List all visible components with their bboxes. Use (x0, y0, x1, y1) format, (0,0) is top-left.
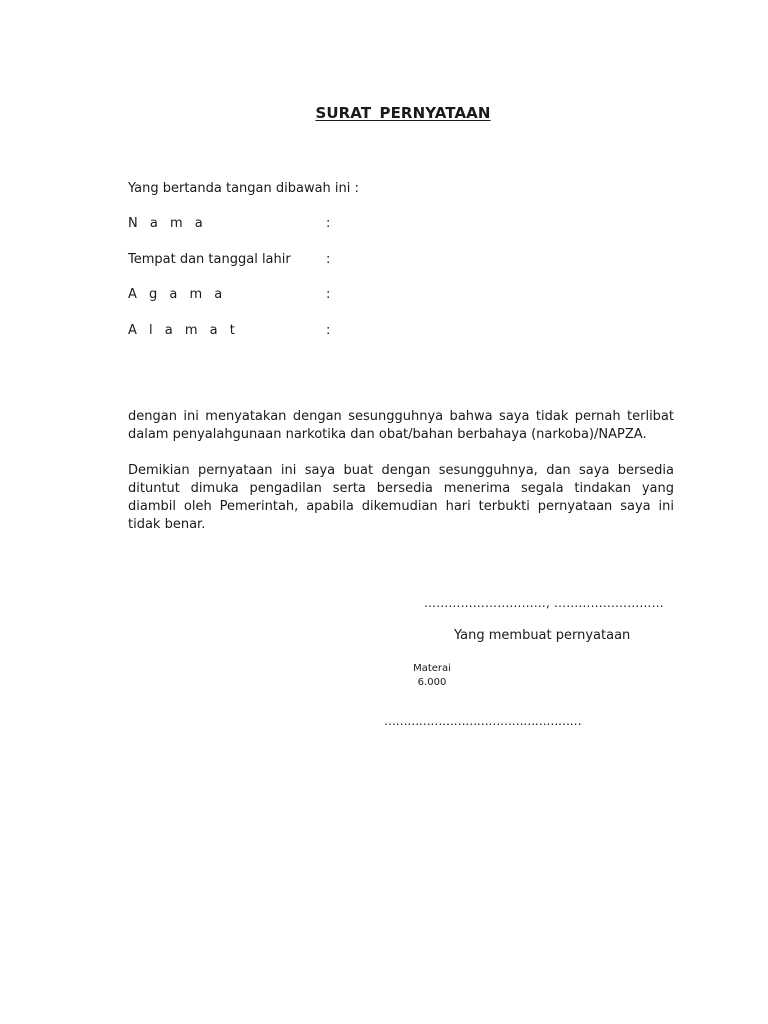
field-colon: : (326, 323, 331, 338)
materai-label: Materai (413, 663, 451, 674)
closing-paragraph (128, 462, 674, 534)
paragraph-line: Demikian pernyataan ini saya buat dengan sesungguhnya, dan saya bersedia (128, 463, 674, 478)
field-label-alamat: A l a m a t (128, 323, 239, 338)
field-nama (128, 216, 348, 234)
intro-text: Yang bertanda tangan dibawah ini : (128, 181, 359, 196)
field-label-agama: A g a m a (128, 287, 227, 302)
field-agama (128, 287, 348, 305)
field-tempat-tanggal-lahir (128, 252, 348, 270)
signer-label: Yang membuat pernyataan (454, 628, 631, 643)
field-colon: : (326, 216, 331, 231)
paragraph-line: diambil oleh Pemerintah, apabila dikemudian hari terbukti pernyataan saya ini (128, 499, 674, 514)
place-date-line: …………………………, ……………………… (424, 596, 664, 610)
field-label-tempat-tanggal-lahir: Tempat dan tanggal lahir (128, 252, 291, 267)
statement-paragraph (128, 408, 674, 444)
field-colon: : (326, 287, 331, 302)
paragraph-line: dalam penyalahgunaan narkotika dan obat/bahan berbahaya (narkoba)/NAPZA. (128, 427, 647, 442)
paragraph-line: dengan ini menyatakan dengan sesungguhnya bahwa saya tidak pernah terlibat (128, 409, 674, 424)
field-colon: : (326, 252, 331, 267)
paragraph-line: tidak benar. (128, 517, 206, 532)
document-title: SURAT PERNYATAAN (315, 104, 491, 122)
materai-value: 6.000 (417, 677, 447, 688)
paragraph-line: dituntut dimuka pengadilan serta bersedia menerima segala tindakan yang (128, 481, 674, 496)
field-alamat (128, 323, 348, 341)
materai-stamp-area (404, 662, 460, 690)
field-label-nama: N a m a (128, 216, 207, 231)
signature-line: …………………………………………… (384, 714, 582, 728)
